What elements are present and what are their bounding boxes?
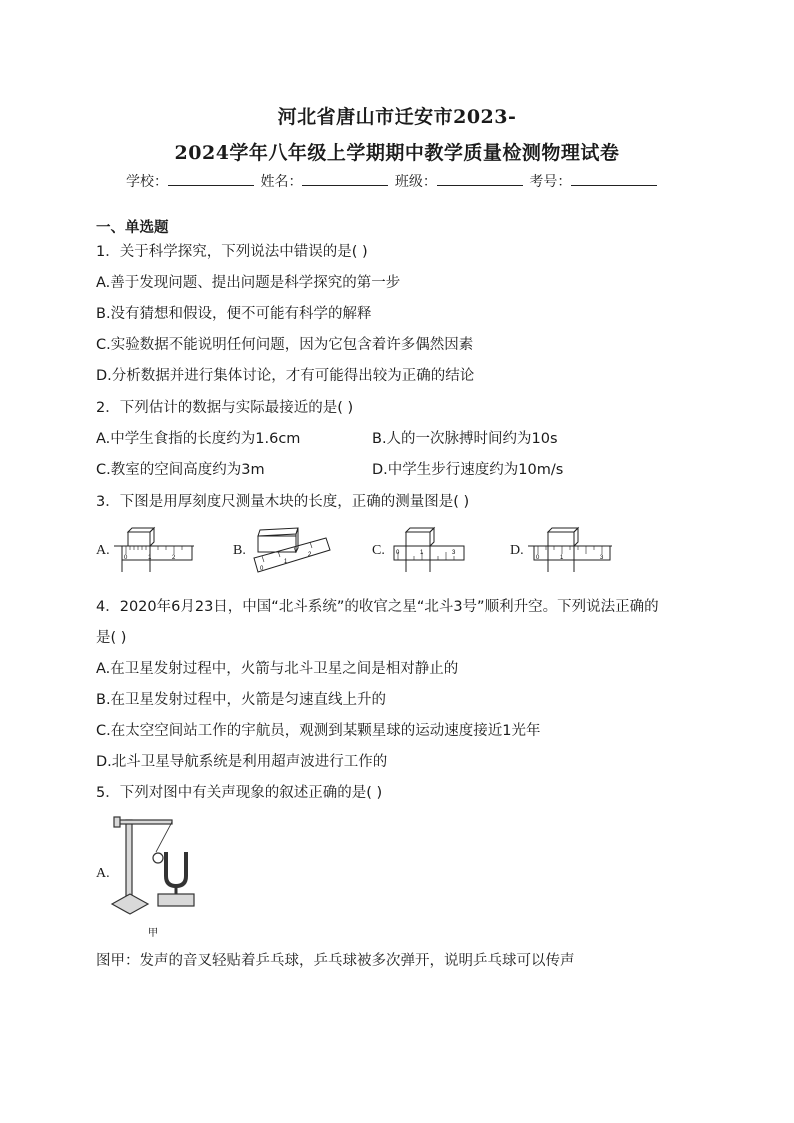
q3-label-b: B.: [233, 543, 246, 558]
q4-stem-line-2: 是( ): [96, 630, 127, 646]
number-label: 考号：: [529, 174, 572, 190]
ruler-figure-a: [114, 524, 200, 576]
ruler-figure-c: [390, 524, 476, 576]
q1-option-b: B.没有猜想和假设，便不可能有科学的解释: [96, 306, 372, 322]
block-side: [150, 528, 154, 546]
q3-stem: 3．下图是用厚刻度尺测量木块的长度，正确的测量图是( ): [96, 494, 470, 510]
title-line-1: 河北省唐山市迁安市2023-: [277, 106, 517, 128]
tick-0: 0: [536, 555, 540, 561]
q1-option-d: D.分析数据并进行集体讨论，才有可能得出较为正确的结论: [96, 368, 475, 384]
block-top: [258, 528, 298, 536]
q1-stem: 1．关于科学探究，下列说法中错误的是( ): [96, 244, 368, 260]
block-front: [258, 536, 296, 552]
class-label: 班级：: [394, 174, 437, 190]
block-side: [430, 528, 434, 546]
q4-option-b: B.在卫星发射过程中，火箭是匀速直线上升的: [96, 692, 387, 708]
ruler-figure-b: [252, 522, 342, 578]
block-top: [406, 528, 434, 532]
block-front: [128, 532, 150, 546]
clamp: [114, 817, 120, 827]
block-top: [548, 528, 578, 532]
tick-1: 1: [420, 550, 424, 556]
student-info-row: [126, 171, 659, 191]
ruler-body: [122, 546, 192, 560]
string: [156, 822, 172, 852]
block-front: [406, 532, 430, 546]
q5-label-a: A.: [96, 866, 110, 881]
q3-label-a: A.: [96, 543, 110, 558]
q1-option-c: C.实验数据不能说明任何问题，因为它包含着许多偶然因素: [96, 337, 474, 353]
tick-1: 1: [284, 559, 288, 565]
block-front: [548, 532, 574, 546]
class-blank[interactable]: [437, 173, 523, 186]
q4-option-a: A.在卫星发射过程中，火箭与北斗卫星之间是相对静止的: [96, 661, 459, 677]
tick-0: 0: [124, 555, 128, 561]
block-side: [574, 528, 578, 546]
q2-option-c: C.教室的空间高度约为3m: [96, 462, 265, 478]
tick-0: 0: [396, 550, 400, 556]
q2-option-d: D.中学生步行速度约为10m/s: [372, 462, 564, 478]
stand-pole: [126, 820, 132, 902]
ping-pong-ball: [153, 853, 163, 863]
tuning-fork: [166, 852, 186, 886]
school-label: 学校：: [126, 174, 168, 190]
q1-option-a: A.善于发现问题、提出问题是科学探究的第一步: [96, 275, 401, 291]
stand-arm: [116, 820, 172, 824]
tick-1: 1: [148, 555, 152, 561]
q2-stem: 2．下列估计的数据与实际最接近的是( ): [96, 400, 354, 416]
tick-2: 2: [172, 555, 176, 561]
tick-3: 3: [452, 550, 456, 556]
q3-label-c: C.: [372, 543, 385, 558]
ruler-body-tilted: [254, 538, 330, 572]
ruler-body: [534, 546, 610, 560]
tick-2: 2: [308, 552, 312, 558]
title-line-2: 2024学年八年级上学期期中教学质量检测物理试卷: [174, 142, 620, 164]
stand-base: [112, 894, 148, 914]
tick-1: 1: [560, 555, 564, 561]
q4-option-d: D.北斗卫星导航系统是利用超声波进行工作的: [96, 754, 388, 770]
tick-0: 0: [260, 566, 264, 572]
fig-caption: 甲: [148, 928, 158, 939]
number-blank[interactable]: [571, 173, 657, 186]
block-side: [296, 528, 298, 552]
q2-option-a: A.中学生食指的长度约为1.6cm: [96, 431, 301, 447]
ruler-figure-d: [528, 524, 618, 576]
q3-label-d: D.: [510, 543, 524, 558]
q4-stem-line-1: 4．2020年6月23日，中国“北斗系统”的收官之星“北斗3号”顺利升空。下列说法正确的: [96, 599, 659, 615]
q2-option-b: B.人的一次脉搏时间约为10s: [372, 431, 558, 447]
name-blank[interactable]: [302, 173, 388, 186]
section-heading: 一、单选题: [96, 220, 169, 236]
fork-base: [158, 894, 194, 906]
q5-description: 图甲：发声的音叉轻贴着乒乓球，乒乓球被多次弹开，说明乒乓球可以传声: [96, 953, 575, 969]
tick-3: 3: [600, 555, 604, 561]
q5-stem: 5．下列对图中有关声现象的叙述正确的是( ): [96, 785, 383, 801]
tuning-fork-figure: [110, 812, 200, 942]
name-label: 姓名：: [260, 174, 303, 190]
q4-option-c: C.在太空空间站工作的宇航员，观测到某颗星球的运动速度接近1光年: [96, 723, 541, 739]
school-blank[interactable]: [168, 173, 254, 186]
